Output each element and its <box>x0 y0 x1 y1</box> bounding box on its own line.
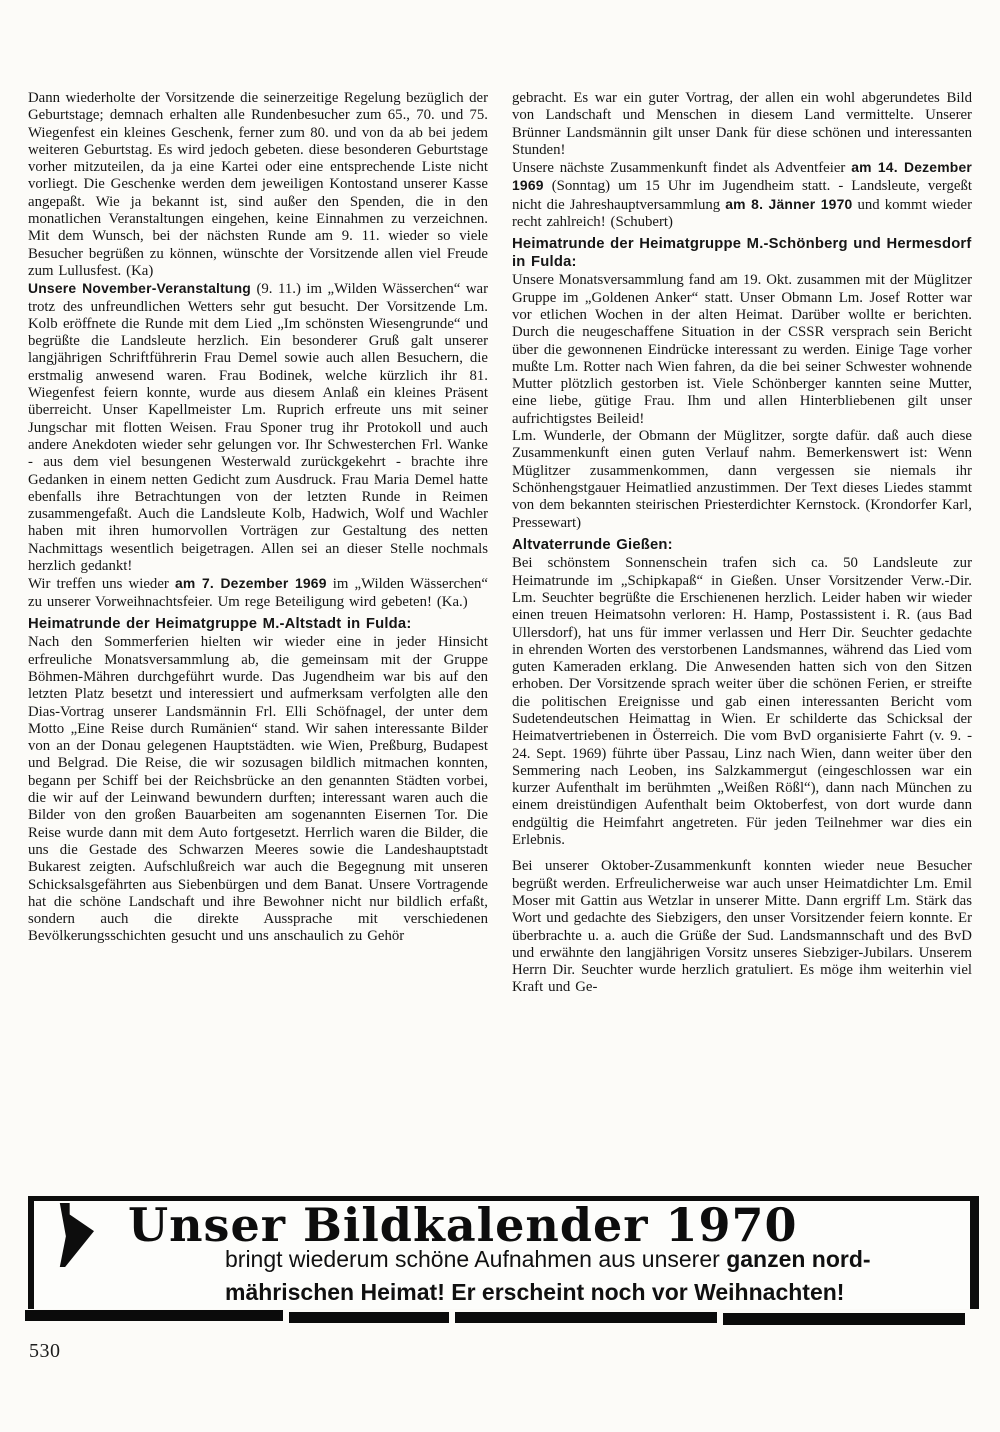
bold-text-run: am 8. Jänner 1970 <box>725 195 853 212</box>
text-column-left <box>28 90 488 1194</box>
text-run: im „Wilden Wässerchen“ zu unserer Vorweihnachtsfeier. Um rege Beteiligung wird gebeten! (Ka.) <box>28 576 488 610</box>
paragraph <box>512 90 972 159</box>
ad-bottom-rule-segment <box>25 1310 283 1321</box>
text-run: Dann wiederholte der Vorsitzende die seinerzeitige Regelung bezüglich der Geburtstage; demnach erhalten alle Rundenbesucher zum 65., 70. und 75. Wiegenfest ein kleines Geschenk, ferner zum 80. und von da ab bei jedem weiteren Geburtstag. Es wird jedoch gebeten. diese besonderen Geburtstage vorher mitzuteilen, da ja eine Kartei oder eine entsprechende Liste nicht vorliegt. Die Geschenke werden dem jeweiligen Kontostand unserer Kasse angepaßt. Wie ja bekannt ist, sind außer den Spenden, die in den monatlichen Veranstaltungen eingehen, keine Einnahmen zu verzeichnen. Mit dem Wunsch, bei der nächsten Runde am 9. 11. wieder so viele Besucher begrüßen zu können, wünschte der Vorsitzende allen viel Freude zum Lullusfest. (Ka) <box>28 90 488 279</box>
text-run: Unsere nächste Zusammenkunft findet als Adventfeier <box>512 160 852 177</box>
right-arrow-icon <box>56 1203 94 1267</box>
paragraph <box>512 159 972 231</box>
text-run: und kommt wieder recht zahlreich! (Schubert) <box>512 196 972 231</box>
bold-text-run: am 7. Dezember 1969 <box>174 575 327 592</box>
page-number: 530 <box>29 1340 61 1362</box>
paragraph <box>28 90 488 280</box>
ad-banner <box>28 1196 979 1309</box>
paragraph <box>512 858 972 996</box>
text-run: gebracht. Es war ein guter Vortrag, der allen ein wohl abgerundetes Bild von Landschaft und Menschen in diesem Land vermittelte. Unserer Brünner Landsmännin gilt unser Dank für diese schönen und interessanten Stunden! <box>512 90 972 158</box>
bold-text-run: am 14. Dezember 1969 <box>512 159 972 194</box>
text-run: bringt wiederum schöne Aufnahmen aus unserer <box>225 1246 727 1272</box>
text-run: (Sonntag) um 15 Uhr im Jugendheim statt. - Landsleute, vergeßt nicht die Jahreshauptversammlung <box>512 178 972 213</box>
ad-subtitle <box>225 1243 871 1309</box>
paragraph <box>512 272 972 428</box>
bold-text-run: ganzen nord- <box>726 1246 871 1272</box>
ad-bottom-rule-segment <box>723 1313 965 1325</box>
text-run: Unsere Monatsversammlung fand am 19. Okt. zusammen mit der Müglitzer Gruppe im „Goldenen Anker“ statt. Unser Obmann Lm. Josef Rotter war vor etlichen Wochen in der alten Heimat. Darüber wollte er berichten. Durch die neugeschaffene Situation in der CSSR versprach sein Bericht über die gewonnenen Eindrücke interessant zu werden. Einige Tage vorher mußte Lm. Rotter nach Wien fahren, da die bei seiner Schwester wohnende Mutter plötzlich gestorben ist. Viele Schönberger kannten seine Mutter, eine liebe, gütige Frau. Ihm und allen Hinterbliebenen gilt unser aufrichtigstes Beileid! <box>512 272 972 427</box>
text-run: Nach den Sommerferien hielten wir wieder eine in jeder Hinsicht erfreuliche Monatsversammlung ab, die gemeinsam mit der Gruppe Böhmen-Mähren durchgeführt wurde. Das Jugendheim war bis auf den letzten Platz besetzt und interessiert und aufmerksam verfolgten alle den Dias-Vortrag unserer Landsmännin Frl. Elli Schöfnagel, der unter dem Motto „Eine Reise durch Rumänien“ stand. Wir sahen interessante Bilder von an der Donau gelegenen Hauptstädten. wie Wien, Preßburg, Budapest und Belgrad. Die Reise, die wir sozusagen bildlich mitmachen konnten, begann per Schiff bei der Reichsbrücke an den genannten Städten vorbei, die wir auf der Leinwand bewundern durften; interessant waren auch die Bilder von den großen Bauarbeiten am sogenannten Eisernen Tor. Die Reise wurde dann mit dem Auto fortgesetzt. Herrlich waren die Bilder, die uns die Gestade des Schwarzen Meeres sowie die Landeshauptstadt Bukarest zeigten. Aufschlußreich war auch die Begegnung mit unseren Schicksalsgefährten aus Siebenbürgen und dem Banat. Unsere Vortragende hat die schöne Landschaft und ihre Bewohner nicht nur bildlich erfaßt, sondern auch die direkte Aussprache mit verschiedenen Bevölkerungsschichten gesucht und uns anschaulich zu Gehör <box>28 634 488 945</box>
text-run: Bei schönstem Sonnenschein trafen sich ca. 50 Landsleute zur Heimatrunde im „Schipkapaß“ in Gießen. Unser Vorsitzender Verw.-Dir. Lm. Seuchter begrüßte die Erschienenen herzlich. Leider haben wir wieder einen treuen Heimatsohn verloren: H. Hamp, Postassistent i. R. (aus Bad Ullersdorf), hat uns für immer verlassen und Herr Dir. Seuchter gedachte in ehrenden Worten des verstorbenen Landsmannes, während das Lied vom guten Kameraden erklang. Die Anwesenden hatten sich von den Sitzen erhoben. Der Vorsitzende sprach weiter über die schönen Ferien, er streifte die politischen Ereignisse und gab einen interessanten Bericht vom Sudetendeutschen Heimattag in Wien. Er schilderte das Schicksal der Heimatvertriebenen in Österreich. Die vom BvD organisierte Fahrt (v. 9. - 24. Sept. 1969) führte über Passau, Linz nach Wien, dann weiter über den Semmering nach Leoben, ins Salzkammergut (eingeschlossen war ein kurzer Aufenthalt im berühmten „Weißen Rößl“), dann nach München zu einem dreistündigen Aufenthalt beim Oktoberfest, von dort wurde dann endgültig die Heimfahrt angetreten. Für jeden Teilnehmer war dies ein Erlebnis. <box>512 555 972 849</box>
section-heading: Heimatrunde der Heimatgruppe M.-Altstadt in Fulda: <box>28 615 412 632</box>
text-run: Lm. Wunderle, der Obmann der Müglitzer, sorgte dafür. daß auch diese Zusammenkunft einen guten Verlauf nahm. Bemerkenswert ist: Wenn Müglitzer zusammenkommen, dann vergessen sie niemals ihr Schönhengstgauer Heimatlied anzustimmen. Der Text dieses Liedes stammt von dem bekannten steirischen Priesterdichter Kernstock. (Krondorfer Karl, Pressewart) <box>512 428 972 531</box>
text-run: Wir treffen uns wieder <box>28 576 175 593</box>
paragraph <box>28 575 488 611</box>
section-heading: Heimatrunde der Heimatgruppe M.-Schönberg und Hermesdorf in Fulda: <box>512 236 972 270</box>
paragraph <box>512 428 972 532</box>
text-run: Bei unserer Oktober-Zusammenkunft konnten wieder neue Besucher begrüßt werden. Erfreulicherweise war auch unser Heimatdichter Lm. Emil Moser mit Gattin aus Wetzlar in unserer Mitte. Dann ergriff Lm. Stärk das Wort und gedachte des Siebzigers, den unser Vorsitzender feiern konnte. Er überbrachte u. a. auch die Grüße der Sud. Landsmannschaft und des BvD und erwähnte den langjährigen Vorsitz unseres Siebziger-Jubilars. Unserem Herrn Dir. Seuchter wurde herzlich gratuliert. Es möge ihm weiterhin viel Kraft und Ge- <box>512 858 972 996</box>
bold-text-run: Unsere November-Veranstaltung <box>28 280 251 297</box>
ad-subtitle-line-1 <box>225 1243 871 1276</box>
text-column-right <box>512 90 972 1194</box>
paragraph <box>28 634 488 945</box>
paragraph <box>512 555 972 849</box>
text-run: (9. 11.) im „Wilden Wässerchen“ war trotz des unfreundlichen Wetters sehr gut besucht. Der Vorsitzende Lm. Kolb eröffnete die Runde mit dem Lied „Im schönsten Wiesengrunde“ und begrüßte die Landsleute herzlich. Ein besonderer Gruß galt unserer langjährigen Schriftführerin Frau Demel sowie auch allen Besuchern, die erstmalig anwesend waren. Frau Bodinek, welche kürzlich ihr 81. Wiegenfest feiern konnte, wurde aus diesem Anlaß ein kleines Präsent überreicht. Unser Kapellmeister Lm. Ruprich erfreute uns mit seiner Jungschar mit flotten Weisen. Frau Sponer trug ihr Protokoll und auch andere Anekdoten wieder sehr gelungen vor. Ihr Schwesterchen Frl. Wanke - aus dem viel besungenen Westerwald zurückgekehrt - brachte ihre Gedanken in einem netten Gedicht zum Ausdruck. Frau Maria Demel hatte ebenfalls ihre Betrachtungen von der letzten Runde in Reimen zusammengefaßt. Auch die Landsleute Kolb, Hadwich, Wolf und Wachler haben mit ihren humorvollen Vorträgen zur Gestaltung des netten Nachmittags wesentlich beigetragen. Allen sei an dieser Stelle nochmals herzlich gedankt! <box>28 281 488 575</box>
section-heading: Altvaterrunde Gießen: <box>512 536 673 553</box>
ad-bottom-rule-segment <box>455 1312 717 1323</box>
ad-title: Unser Bildkalender 1970 <box>128 1198 798 1252</box>
ad-bottom-rule-segment <box>289 1312 449 1323</box>
ad-subtitle-line-2 <box>225 1276 871 1309</box>
bold-text-run: mährischen Heimat! Er erscheint noch vor Weihnachten! <box>225 1279 845 1305</box>
paragraph <box>28 280 488 575</box>
